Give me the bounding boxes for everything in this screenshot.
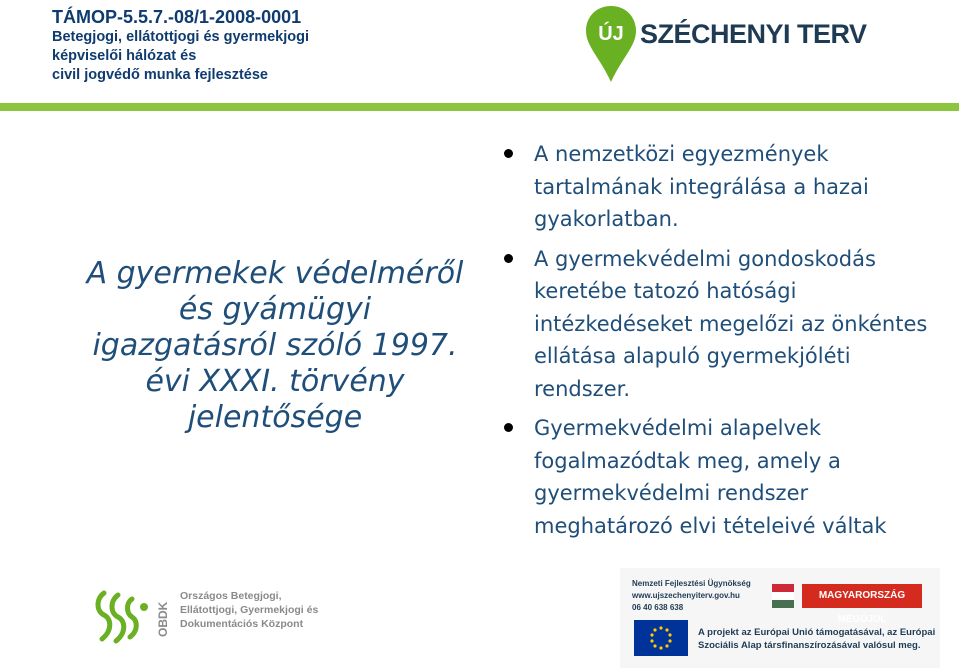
bullet-dot-icon — [504, 149, 513, 158]
hungarian-flag-icon — [772, 584, 794, 608]
nfu-info — [632, 578, 751, 614]
title-line: igazgatásról szóló 1997. — [92, 328, 458, 363]
obdk-name — [180, 589, 318, 631]
title-line: és gyámügyi — [178, 292, 372, 327]
bullet-dot-icon — [504, 254, 513, 263]
project-subtitle-line-1: Betegjogi, ellátottjogi és gyermekjogi — [52, 29, 310, 45]
nfu-agency: Nemzeti Fejlesztési Ügynökség — [632, 579, 751, 588]
bullet-item — [498, 412, 938, 542]
bullet-list — [498, 138, 938, 549]
eu-funding-note — [698, 626, 938, 652]
szechenyi-terv-wordmark: SZÉCHENYI TERV — [640, 19, 867, 49]
obdk-logo — [92, 585, 352, 665]
uj-badge-text: ÚJ — [598, 23, 624, 45]
obdk-abbreviation: OBDK — [156, 601, 170, 637]
campaign-badge: MAGYARORSZÁG MEGÚJUL — [802, 584, 922, 608]
obdk-name-line: Dokumentációs Központ — [180, 618, 304, 630]
uj-pin-icon — [582, 2, 640, 86]
obdk-figures-icon — [92, 585, 152, 649]
header-divider — [0, 103, 959, 111]
nfu-phone: 06 40 638 638 — [632, 603, 684, 612]
title-line: jelentősége — [187, 400, 363, 435]
eu-flag-icon — [634, 620, 688, 656]
project-subtitle-line-2: képviselői hálózat és — [52, 48, 197, 64]
bullet-dot-icon — [504, 423, 513, 432]
obdk-name-line: Ellátottjogi, Gyermekjogi és — [180, 604, 319, 616]
eu-note-line: Szociális Alap társfinanszírozásával valósul meg. — [698, 640, 921, 651]
bullet-text: A gyermekvédelmi gondoskodás keretébe tatozó hatósági intézkedéseket megelőzi az önkéntes ellátása alapuló gyermekjóléti rendszer. — [534, 246, 928, 401]
eu-note-line: A projekt az Európai Unió támogatásával, az Európai — [698, 627, 936, 638]
slide-title — [60, 256, 490, 436]
funding-banner — [620, 568, 940, 668]
bullet-item — [498, 138, 938, 236]
bullet-item — [498, 243, 938, 406]
project-header — [52, 6, 309, 85]
obdk-name-line: Országos Betegjogi, — [180, 590, 282, 602]
bullet-text: A nemzetközi egyezmények tartalmának integrálása a hazai gyakorlatban. — [534, 142, 869, 231]
nfu-web: www.ujszechenyiterv.gov.hu — [632, 591, 740, 600]
title-line: A gyermekek védelméről — [86, 256, 464, 291]
project-code: TÁMOP-5.5.7.-08/1-2008-0001 — [52, 7, 302, 27]
title-line: évi XXXI. törvény — [145, 364, 405, 399]
szechenyi-terv-logo — [582, 2, 882, 86]
bullet-text: Gyermekvédelmi alapelvek fogalmazódtak meg, amely a gyermekvédelmi rendszer meghatározó elvi tételeivé váltak — [534, 416, 887, 538]
project-subtitle-line-3: civil jogvédő munka fejlesztése — [52, 67, 268, 83]
